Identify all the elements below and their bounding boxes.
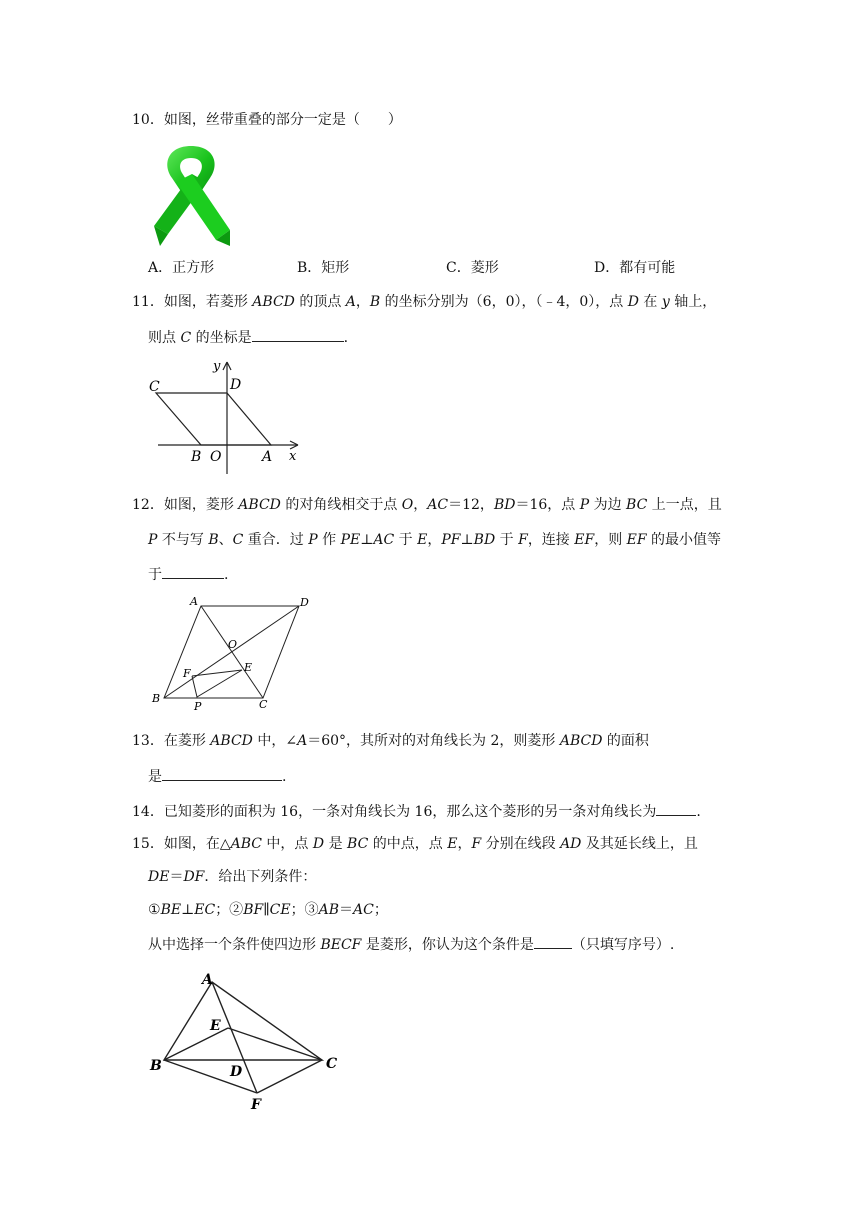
q13-line1 [132, 731, 649, 751]
math: P [148, 532, 158, 548]
math: BE [160, 902, 182, 918]
text: ⊥ [460, 532, 474, 548]
math: BD [473, 532, 496, 548]
label-e: E [210, 1018, 221, 1034]
q14-line [132, 801, 701, 822]
text: 中，∠ [252, 733, 298, 749]
math: AC [427, 497, 449, 513]
label-d: D [230, 1064, 243, 1080]
text: 、 [218, 532, 233, 548]
q10-option-d [594, 258, 675, 278]
segment-fc [257, 1060, 322, 1093]
label-d: D [300, 596, 309, 609]
q10-stem [132, 110, 402, 130]
label-y: y [213, 359, 221, 374]
math: AC [373, 532, 395, 548]
q11-coordinate-figure [144, 356, 314, 478]
math: D [627, 294, 639, 310]
label-o: O [228, 638, 238, 651]
text: 的坐标是 [191, 330, 252, 346]
option-text: 正方形 [172, 260, 215, 276]
text: 作 [317, 532, 341, 548]
text: 是 [324, 836, 348, 852]
text: ＝ [169, 869, 184, 885]
q15-line2 [148, 867, 316, 887]
math: BF [243, 902, 264, 918]
text: ，连接 [527, 532, 575, 548]
text: 不与写 [157, 532, 209, 548]
label-a: A [262, 449, 273, 465]
q15-number: 15． [132, 836, 164, 852]
text: . [224, 567, 229, 583]
q11-line2 [148, 327, 348, 348]
label-b: B [150, 1058, 162, 1074]
option-text: 菱形 [470, 260, 499, 276]
text: ， [413, 497, 428, 513]
math: F [471, 836, 482, 852]
text: 已知菱形的面积为 16，一条对角线长为 16，那么这个菱形的另一条对角线长为 [163, 804, 657, 820]
math: B [369, 294, 381, 310]
q12-line2 [148, 530, 721, 550]
text: 的顶点 [294, 294, 346, 310]
math: AC [353, 902, 374, 918]
answer-blank[interactable] [656, 801, 696, 816]
option-letter: A． [148, 260, 173, 276]
text: ＝16，点 [515, 497, 580, 513]
q11-line1 [132, 292, 716, 312]
q12-rhombus-figure [146, 594, 316, 716]
text: 的坐标分别为（6，0），（﹣4，0），点 [380, 294, 628, 310]
q15-line3 [148, 900, 388, 920]
label-a: A [190, 595, 198, 608]
text: 上一点，且 [647, 497, 722, 513]
text: ∥ [263, 902, 270, 918]
segment-fe [192, 670, 242, 676]
math: DF [183, 869, 205, 885]
text: 中，点 [261, 836, 313, 852]
label-o: O [210, 449, 222, 465]
math: P [579, 497, 590, 513]
q13-line2 [148, 766, 286, 787]
label-c: C [326, 1056, 338, 1072]
text: ； [373, 902, 388, 918]
option-text: 矩形 [321, 260, 350, 276]
q10-number: 10． [132, 112, 164, 128]
math: EC [194, 902, 216, 918]
text: ；③ [290, 902, 319, 918]
text: ⊥ [181, 902, 195, 918]
label-p: P [194, 700, 202, 713]
math: O [401, 497, 414, 513]
q13-number: 13． [132, 733, 164, 749]
q12-line1 [132, 495, 722, 515]
answer-blank[interactable] [162, 766, 282, 781]
label-d: D [230, 377, 242, 393]
label-b: B [191, 449, 202, 465]
math: ABCD [210, 733, 253, 749]
text: 的中点，点 [368, 836, 448, 852]
q12-number: 12． [132, 497, 164, 513]
label-c: C [149, 379, 160, 395]
q10-option-b [297, 258, 349, 278]
math: E [447, 836, 458, 852]
text: 如图，在△ [163, 836, 231, 852]
answer-blank[interactable] [162, 564, 224, 579]
text: （只填写序号）. [571, 937, 675, 953]
text: 的面积 [602, 733, 649, 749]
text: 是菱形，你认为这个条件是 [361, 937, 534, 953]
text: ；② [215, 902, 244, 918]
q15-line1 [132, 834, 698, 854]
answer-blank[interactable] [252, 327, 344, 342]
text: ， [355, 294, 370, 310]
text: 的对角线相交于点 [280, 497, 402, 513]
label-a: A [202, 972, 213, 988]
math: PF [441, 532, 461, 548]
text: 于 [495, 532, 519, 548]
math: BC [626, 497, 648, 513]
math: ABC [230, 836, 262, 852]
math: A [345, 294, 356, 310]
math: ABCD [559, 733, 603, 749]
text: 重合．过 [243, 532, 309, 548]
text: 的最小值等 [646, 532, 722, 548]
ribbon-icon [148, 142, 234, 246]
option-letter: B． [297, 260, 322, 276]
math: ABCD [252, 294, 295, 310]
q15-line4 [148, 934, 674, 955]
math: AD [560, 836, 582, 852]
math: DE [148, 869, 170, 885]
label-f: F [183, 667, 191, 680]
q10-text: 如图，丝带重叠的部分一定是（ ） [163, 112, 402, 128]
label-f: F [251, 1097, 261, 1112]
text: ＝ [339, 902, 354, 918]
answer-blank[interactable] [534, 934, 572, 949]
q10-option-c [446, 258, 499, 278]
text: 轴上， [669, 294, 717, 310]
text: 如图，菱形 [163, 497, 239, 513]
math: A [297, 733, 308, 749]
math: D [312, 836, 325, 852]
text: ＝12， [448, 497, 494, 513]
q11-number: 11． [132, 294, 164, 310]
math: P [308, 532, 318, 548]
math: C [232, 532, 244, 548]
label-b: B [152, 692, 161, 705]
text: ，则 [594, 532, 627, 548]
text: 则点 [148, 330, 181, 346]
math: E [417, 532, 428, 548]
rhombus [156, 393, 271, 445]
q15-triangle-figure [146, 966, 356, 1112]
q14-number: 14． [132, 804, 164, 820]
q12-line3 [148, 564, 228, 585]
text: ．给出下列条件： [204, 869, 317, 885]
label-x: x [289, 449, 297, 464]
diagonal-bd [164, 606, 299, 698]
text: . [696, 804, 701, 820]
text: 在菱形 [163, 733, 211, 749]
text: 在 [638, 294, 662, 310]
label-c: C [259, 698, 268, 711]
segment-bf [164, 1060, 257, 1093]
math: B [208, 532, 219, 548]
math: F [518, 532, 528, 548]
text: ① [148, 902, 161, 918]
math: y [661, 294, 670, 310]
text: 为边 [589, 497, 627, 513]
math: BD [493, 497, 516, 513]
option-text: 都有可能 [619, 260, 676, 276]
math: PE [340, 532, 361, 548]
text: . [343, 330, 349, 346]
text: 是 [148, 769, 162, 785]
math: EF [626, 532, 647, 548]
text: 从中选择一个条件使四边形 [148, 937, 321, 953]
text: 于 [148, 567, 162, 583]
math: AB [318, 902, 340, 918]
math: BECF [320, 937, 362, 953]
text: 如图，若菱形 [163, 294, 253, 310]
math: C [180, 330, 192, 346]
q10-ribbon-figure [148, 142, 234, 246]
math: CE [269, 902, 291, 918]
math: EF [574, 532, 595, 548]
text: ⊥ [360, 532, 374, 548]
math: ABCD [238, 497, 281, 513]
text: ＝60°，其所对的对角线长为 2，则菱形 [307, 733, 560, 749]
option-letter: C． [446, 260, 471, 276]
label-e: E [244, 661, 253, 674]
text: ， [427, 532, 442, 548]
text: 分别在线段 [481, 836, 561, 852]
q10-option-a [148, 258, 214, 278]
text: 于 [394, 532, 418, 548]
text: . [282, 769, 287, 785]
text: ， [457, 836, 472, 852]
math: BC [347, 836, 369, 852]
text: 及其延长线上，且 [581, 836, 698, 852]
option-letter: D． [594, 260, 620, 276]
